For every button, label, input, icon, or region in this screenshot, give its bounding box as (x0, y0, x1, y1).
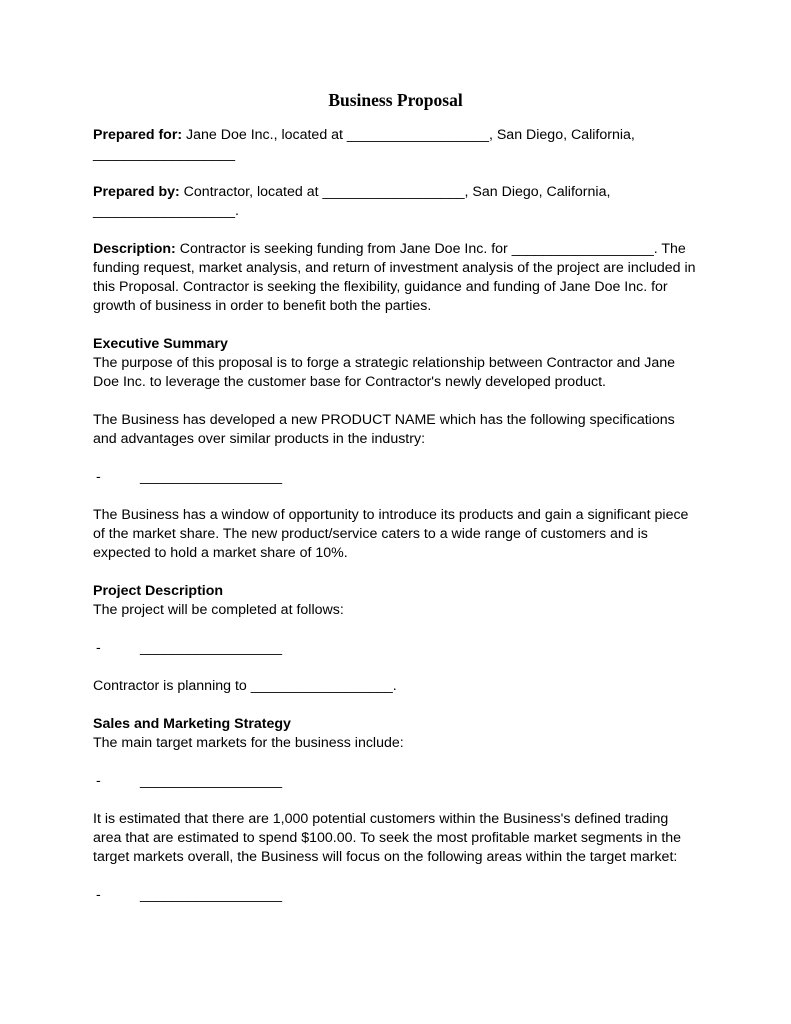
executive-summary-paragraph-3: The Business has a window of opportunity to introduce its products and gain a significant piece of the market share. The new product/service caters to a wide range of customers and is expected to hold a market share of 10%. (93, 507, 689, 561)
prepared-by-label: Prepared by: (93, 184, 180, 200)
bullet-blank: __________________ (140, 887, 283, 903)
prepared-for-text: Jane Doe Inc., located at __________________, San Diego, California, __________________ (93, 127, 635, 162)
description-text: Contractor is seeking funding from Jane Doe Inc. for __________________. The funding request, market analysis, and return of investment analysis of the project are included in this Proposal. Contractor is seeking the flexibility, guidance and funding of Jane Doe Inc. for growth of business in order to benefit both the parties. (93, 241, 696, 314)
bullet-blank: __________________ (140, 469, 283, 485)
document-content (93, 88, 698, 924)
description-label: Description: (93, 241, 176, 257)
sales-marketing-bullet-2 (93, 886, 698, 905)
sales-marketing-paragraph-2: It is estimated that there are 1,000 potential customers within the Business's defined trading area that are estimated to spend $100.00. To seek the most profitable market segments in the target markets overall, the Business will focus on the following areas within the target market: (93, 811, 682, 865)
project-description-paragraph-1: The project will be completed at follows: (93, 602, 344, 618)
executive-summary-heading: Executive Summary (93, 336, 228, 352)
sales-marketing-paragraph-1: The main target markets for the business include: (93, 735, 404, 751)
project-description-heading: Project Description (93, 583, 224, 599)
prepared-by-paragraph (93, 183, 698, 221)
executive-summary-paragraph-1: The purpose of this proposal is to forge a strategic relationship between Contractor and Jane Doe Inc. to leverage the customer base for Contractor's newly developed product. (93, 355, 676, 390)
bullet-dash: - (96, 469, 101, 485)
sales-marketing-bullet-1 (93, 772, 698, 791)
project-description-bullet (93, 639, 698, 658)
bullet-dash: - (96, 773, 101, 789)
executive-summary-paragraph-2: The Business has developed a new PRODUCT NAME which has the following specifications and advantages over similar products in the industry: (93, 412, 675, 447)
prepared-for-label: Prepared for: (93, 127, 183, 143)
prepared-by-text: Contractor, located at __________________, San Diego, California, __________________. (93, 184, 611, 219)
bullet-dash: - (96, 887, 101, 903)
bullet-blank: __________________ (140, 773, 283, 789)
document-title: Business Proposal (328, 90, 463, 110)
executive-summary-bullet (93, 468, 698, 487)
sales-marketing-heading: Sales and Marketing Strategy (93, 716, 291, 732)
description-paragraph (93, 240, 698, 316)
project-description-paragraph-2: Contractor is planning to __________________. (93, 678, 397, 694)
prepared-for-paragraph (93, 126, 698, 164)
bullet-dash: - (96, 640, 101, 656)
bullet-blank: __________________ (140, 640, 283, 656)
